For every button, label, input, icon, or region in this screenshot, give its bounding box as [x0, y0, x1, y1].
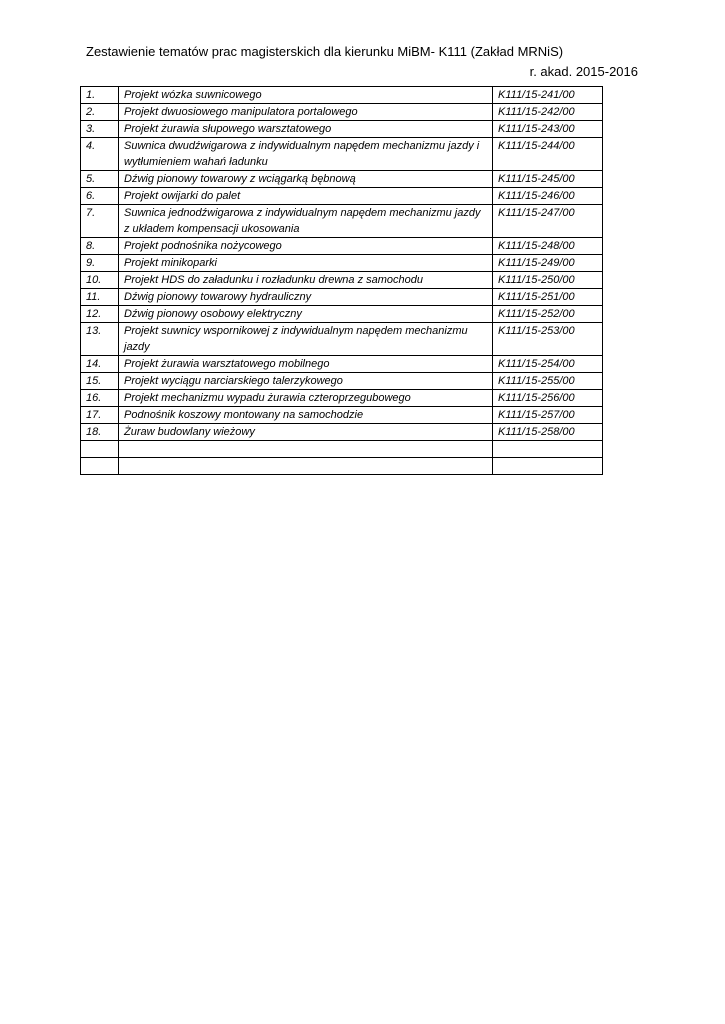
- topic-code: K111/15-248/00: [493, 238, 603, 255]
- row-number: 16.: [81, 390, 119, 407]
- row-number: 10.: [81, 272, 119, 289]
- row-number: 18.: [81, 424, 119, 441]
- topic-title: Projekt wózka suwnicowego: [119, 87, 493, 104]
- topic-title: Dźwig pionowy towarowy z wciągarką bębnową: [119, 171, 493, 188]
- topic-code: K111/15-251/00: [493, 289, 603, 306]
- topic-title: Projekt dwuosiowego manipulatora portalowego: [119, 104, 493, 121]
- topic-code: K111/15-250/00: [493, 272, 603, 289]
- table-row: [81, 104, 603, 121]
- topic-title: Projekt owijarki do palet: [119, 188, 493, 205]
- topic-code: K111/15-257/00: [493, 407, 603, 424]
- table-row: [81, 289, 603, 306]
- table-row: [81, 121, 603, 138]
- row-number: 11.: [81, 289, 119, 306]
- topic-code: K111/15-254/00: [493, 356, 603, 373]
- topic-code: K111/15-249/00: [493, 255, 603, 272]
- topic-title: Projekt żurawia słupowego warsztatowego: [119, 121, 493, 138]
- topic-title: Podnośnik koszowy montowany na samochodzie: [119, 407, 493, 424]
- empty-cell: [493, 458, 603, 475]
- table-row: [81, 424, 603, 441]
- row-number: 14.: [81, 356, 119, 373]
- row-number: 3.: [81, 121, 119, 138]
- topic-title: Projekt HDS do załadunku i rozładunku drewna z samochodu: [119, 272, 493, 289]
- row-number: 6.: [81, 188, 119, 205]
- topic-code: K111/15-255/00: [493, 373, 603, 390]
- row-number: 4.: [81, 138, 119, 171]
- empty-cell: [81, 458, 119, 475]
- row-number: 17.: [81, 407, 119, 424]
- topic-code: K111/15-253/00: [493, 323, 603, 356]
- topic-title: Żuraw budowlany wieżowy: [119, 424, 493, 441]
- row-number: 2.: [81, 104, 119, 121]
- topic-title: Dźwig pionowy osobowy elektryczny: [119, 306, 493, 323]
- table-row: [81, 188, 603, 205]
- table-row: [81, 238, 603, 255]
- topic-code: K111/15-244/00: [493, 138, 603, 171]
- topic-code: K111/15-243/00: [493, 121, 603, 138]
- empty-cell: [119, 458, 493, 475]
- academic-year: r. akad. 2015-2016: [529, 64, 638, 79]
- page-header: [86, 42, 638, 82]
- topic-title: Projekt mechanizmu wypadu żurawia czteroprzegubowego: [119, 390, 493, 407]
- table-row: [81, 373, 603, 390]
- topic-title: Suwnica dwudźwigarowa z indywidualnym napędem mechanizmu jazdy i wytłumieniem wahań ładunku: [119, 138, 493, 171]
- row-number: 5.: [81, 171, 119, 188]
- topic-title: Suwnica jednodźwigarowa z indywidualnym napędem mechanizmu jazdy z układem kompensacji ukosowania: [119, 205, 493, 238]
- topic-code: K111/15-241/00: [493, 87, 603, 104]
- row-number: 7.: [81, 205, 119, 238]
- empty-table-row: [81, 441, 603, 458]
- empty-cell: [493, 441, 603, 458]
- table-row: [81, 171, 603, 188]
- topic-title: Projekt suwnicy wspornikowej z indywidualnym napędem mechanizmu jazdy: [119, 323, 493, 356]
- topic-code: K111/15-246/00: [493, 188, 603, 205]
- topic-title: Projekt żurawia warsztatowego mobilnego: [119, 356, 493, 373]
- empty-table-row: [81, 458, 603, 475]
- thesis-topics-table: [80, 86, 603, 475]
- topic-title: Dźwig pionowy towarowy hydrauliczny: [119, 289, 493, 306]
- table-row: [81, 255, 603, 272]
- table-row: [81, 407, 603, 424]
- row-number: 9.: [81, 255, 119, 272]
- table-row: [81, 272, 603, 289]
- document-title: Zestawienie tematów prac magisterskich dla kierunku MiBM- K111 (Zakład MRNiS): [86, 44, 564, 59]
- table-row: [81, 306, 603, 323]
- empty-cell: [81, 441, 119, 458]
- topic-code: K111/15-252/00: [493, 306, 603, 323]
- topic-code: K111/15-245/00: [493, 171, 603, 188]
- topic-code: K111/15-242/00: [493, 104, 603, 121]
- topic-title: Projekt podnośnika nożycowego: [119, 238, 493, 255]
- table-row: [81, 323, 603, 356]
- table-row: [81, 138, 603, 171]
- topic-title: Projekt wyciągu narciarskiego talerzykowego: [119, 373, 493, 390]
- table-row: [81, 390, 603, 407]
- topic-title: Projekt minikoparki: [119, 255, 493, 272]
- row-number: 12.: [81, 306, 119, 323]
- topic-code: K111/15-247/00: [493, 205, 603, 238]
- row-number: 1.: [81, 87, 119, 104]
- empty-cell: [119, 441, 493, 458]
- table-row: [81, 87, 603, 104]
- row-number: 15.: [81, 373, 119, 390]
- table-row: [81, 356, 603, 373]
- row-number: 13.: [81, 323, 119, 356]
- table-row: [81, 205, 603, 238]
- row-number: 8.: [81, 238, 119, 255]
- topic-code: K111/15-256/00: [493, 390, 603, 407]
- topic-code: K111/15-258/00: [493, 424, 603, 441]
